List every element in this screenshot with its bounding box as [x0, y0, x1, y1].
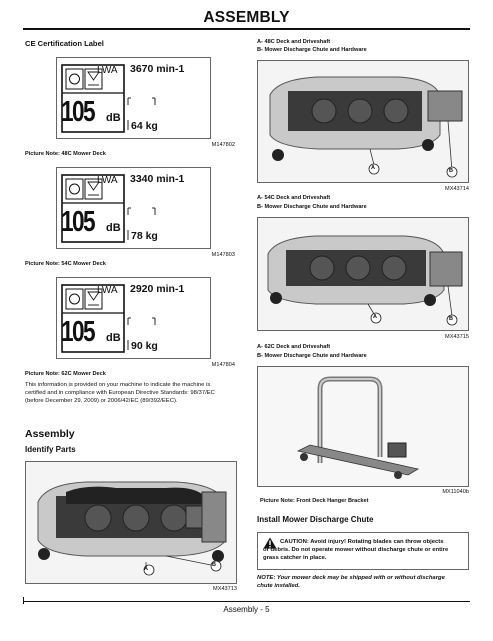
db-value: 105 — [61, 206, 95, 238]
certification-paragraph — [25, 381, 240, 405]
part-line-b: B- Mower Discharge Chute and Hardware — [257, 47, 367, 53]
install-chute-heading: Install Mower Discharge Chute — [257, 515, 374, 524]
figure-number: MX11040b — [442, 489, 469, 495]
identify-parts-heading: Identify Parts — [25, 445, 76, 454]
note-line: chute installed. — [257, 583, 300, 589]
48c-deck-photo — [257, 60, 469, 183]
hanger-bracket-illustration — [258, 367, 468, 486]
page-title: ASSEMBLY — [203, 9, 290, 26]
header-rule — [23, 28, 470, 30]
ce-label-heading: CE Certification Label — [25, 39, 104, 48]
lwa-mark: LWA — [97, 65, 118, 76]
mower-deck-illustration — [258, 61, 468, 182]
db-unit: dB — [106, 222, 121, 234]
caution-box — [257, 532, 469, 570]
weight-value: 64 kg — [131, 120, 158, 132]
callout-a: A — [373, 314, 377, 320]
figure-number: M147803 — [211, 252, 235, 258]
callout-b: B — [212, 562, 216, 568]
hanger-bracket-photo — [257, 366, 469, 487]
figure-number: M147804 — [211, 362, 235, 368]
picture-note: Picture Note: 62C Mower Deck — [25, 371, 106, 377]
db-value: 105 — [61, 316, 95, 348]
page-footer: Assembly - 5 — [223, 605, 270, 614]
callout-b: B — [449, 316, 453, 322]
paragraph-line: certified and in compliance with European Directive Standards: 98/37/EC — [25, 390, 215, 396]
lwa-mark: LWA — [97, 285, 118, 296]
rpm-value: 3670 min-1 — [130, 63, 185, 75]
mower-deck-illustration — [26, 462, 236, 583]
part-line-b: B- Mower Discharge Chute and Hardware — [257, 204, 367, 210]
part-line-a: A- 48C Deck and Driveshaft — [257, 39, 331, 45]
callout-a: A — [144, 566, 148, 572]
rpm-value: 2920 min-1 — [130, 283, 185, 295]
figure-number: MX43714 — [445, 186, 469, 192]
db-value: 105 — [61, 96, 95, 128]
part-line-a: A- 54C Deck and Driveshaft — [257, 195, 331, 201]
note-line: NOTE: Your mower deck may be shipped with or without discharge — [257, 575, 445, 581]
part-line-b: B- Mower Discharge Chute and Hardware — [257, 353, 367, 359]
deck-parts-photo — [25, 461, 237, 584]
paragraph-line: (before December 29, 2009) or 2006/42/EC (89/392/EEC). — [25, 398, 178, 404]
weight-value: 78 kg — [131, 230, 158, 242]
caution-line: CAUTION: Avoid injury! Rotating blades can throw objects — [280, 539, 444, 545]
figure-number: MX43713 — [213, 586, 237, 592]
rpm-value: 3340 min-1 — [130, 173, 185, 185]
picture-note: Picture Note: 48C Mower Deck — [25, 151, 106, 157]
db-unit: dB — [106, 112, 121, 124]
db-unit: dB — [106, 332, 121, 344]
shipping-note — [257, 574, 469, 590]
figure-number: M147802 — [211, 142, 235, 148]
paragraph-line: This information is provided on your machine to indicate the machine is — [25, 382, 211, 388]
54c-deck-photo — [257, 217, 469, 331]
picture-note: Picture Note: 54C Mower Deck — [25, 261, 106, 267]
assembly-heading: Assembly — [25, 428, 75, 440]
lwa-mark: LWA — [97, 175, 118, 186]
mower-deck-illustration — [258, 218, 468, 330]
callout-b: B — [449, 168, 453, 174]
part-line-a: A- 62C Deck and Driveshaft — [257, 344, 331, 350]
caution-line: grass catcher in place. — [263, 555, 327, 561]
footer-rule — [23, 601, 470, 602]
picture-note: Picture Note: Front Deck Hanger Bracket — [260, 498, 369, 504]
callout-a: A — [371, 165, 375, 171]
weight-value: 90 kg — [131, 340, 158, 352]
caution-line: or debris. Do not operate mower without discharge chute or entire — [263, 547, 449, 553]
figure-number: MX43715 — [445, 334, 469, 340]
